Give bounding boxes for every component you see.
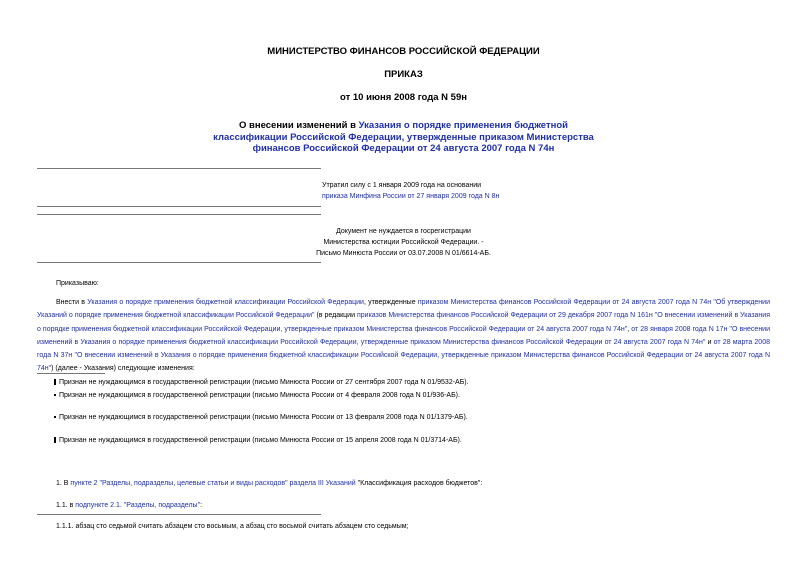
- title-prefix: О внесении изменений в: [238, 120, 359, 131]
- text-run: (в редакции: [314, 312, 357, 320]
- repeal-link[interactable]: приказа Минфина России от 27 января 2009 года N 8н: [322, 193, 500, 200]
- text-run: Внести в: [56, 299, 88, 306]
- text-run: :: [200, 502, 203, 509]
- footnote-marker: [54, 394, 56, 396]
- item-1-1-1: 1.1.1. абзац сто седьмой считать абзацем сто восьмым, а абзац сто восьмой считать абзацем сто седьмым;: [56, 523, 409, 530]
- document-title: [210, 120, 597, 155]
- item-1-1: [56, 500, 202, 511]
- footnote: Признан не нуждающимся в государственной регистрации (письмо Минюста России от 4 февраля 2008 года N 01/936-АБ).: [54, 391, 460, 400]
- item-1-1-link[interactable]: подпункте 2.1. "Разделы, подразделы": [75, 502, 201, 509]
- separator-rule: [37, 168, 321, 169]
- instructions-link[interactable]: Указания о порядке применения бюджетной классификации Российской Федерации: [87, 299, 364, 306]
- separator-rule: [37, 514, 321, 515]
- registration-line: Письмо Минюста России от 03.07.2008 N 01/6614-АБ.: [316, 250, 491, 257]
- order-17n-link[interactable]: от 28 января 2008 года N 17н "О внесении изменений в Указания о порядке применения бюджетной классификации Российской Федерации, утвержденные приказом Министерства финансов Российской Федерации от 24 августа 2007 года N 74н": [37, 325, 771, 346]
- order-161n-link[interactable]: приказов Министерства финансов Российской Федерации от 29 декабря 2007 года N 161н "О внесении изменений в Указания о порядке применения бюджетной классификации Российской Федерации, утвержденные приказом Министерства финансов Российской Федерации от 24 августа 2007 года N 74н": [37, 312, 770, 333]
- ministry-heading: МИНИСТЕРСТВО ФИНАНСОВ РОССИЙСКОЙ ФЕДЕРАЦИИ: [267, 46, 540, 57]
- text-run: и: [705, 338, 714, 346]
- text-run: , утвержденные: [363, 299, 418, 306]
- footnote: Признан не нуждающимся в государственной регистрации (письмо Минюста России от 13 февраля 2008 года N 01/1379-АБ).: [54, 413, 468, 422]
- footnote-marker: [54, 437, 56, 443]
- order-74n-link[interactable]: приказом Министерства финансов Российской Федерации от 24 августа 2007 года N 74н "Об утверждении Указаний о порядке применения бюджетной классификации Российской Федерации": [37, 299, 770, 320]
- text-run: 1.1. в: [56, 502, 76, 509]
- status-text: Утратил силу с 1 января 2009 года на основании: [322, 182, 482, 189]
- title-link[interactable]: Указания о порядке применения бюджетной классификации Российской Федерации, утвержденные приказом Министерства финансов Российской Федерации от 24 августа 2007 года N 74н: [213, 120, 594, 154]
- text-run: "Классификация расходов бюджетов":: [355, 480, 483, 487]
- document-type: ПРИКАЗ: [384, 69, 423, 80]
- footnote: Признан не нуждающимся в государственной регистрации (письмо Минюста России от 27 сентября 2007 года N 01/9532-АБ).: [54, 378, 469, 387]
- registration-line: Документ не нуждается в госрегистрации: [336, 228, 471, 235]
- status-block: [322, 180, 522, 202]
- document-date-number: от 10 июня 2008 года N 59н: [340, 92, 467, 103]
- order-statement: Приказываю:: [56, 280, 99, 287]
- footnote-marker: [54, 379, 56, 385]
- text-run: ,: [627, 325, 632, 333]
- order-37n-link[interactable]: от 28 марта 2008 года N 37н "О внесении изменений в Указания о порядке применения бюджетной классификации Российской Федерации, утвержденные приказом Министерства финансов Российской Федерации от 24 августа 2007 года N 74н": [37, 338, 770, 373]
- text-run: ) (далее - Указания) следующие изменения:: [51, 365, 195, 373]
- main-paragraph: [37, 296, 770, 376]
- text-run: 1. В: [56, 480, 71, 487]
- item-1-link[interactable]: пункте 2 "Разделы, подразделы, целевые статьи и виды расходов" раздела III Указаний: [70, 480, 356, 487]
- separator-rule: [37, 206, 321, 207]
- footnote-marker: [54, 416, 56, 418]
- registration-note: [0, 226, 807, 259]
- item-1: [56, 478, 482, 489]
- registration-line: Министерства юстиции Российской Федерации. -: [323, 239, 484, 246]
- footnote: Признан не нуждающимся в государственной регистрации (письмо Минюста России от 15 апреля 2008 года N 01/3714-АБ).: [54, 436, 462, 445]
- separator-rule: [37, 262, 321, 263]
- footnote-rule: [37, 373, 105, 374]
- separator-rule: [37, 214, 321, 215]
